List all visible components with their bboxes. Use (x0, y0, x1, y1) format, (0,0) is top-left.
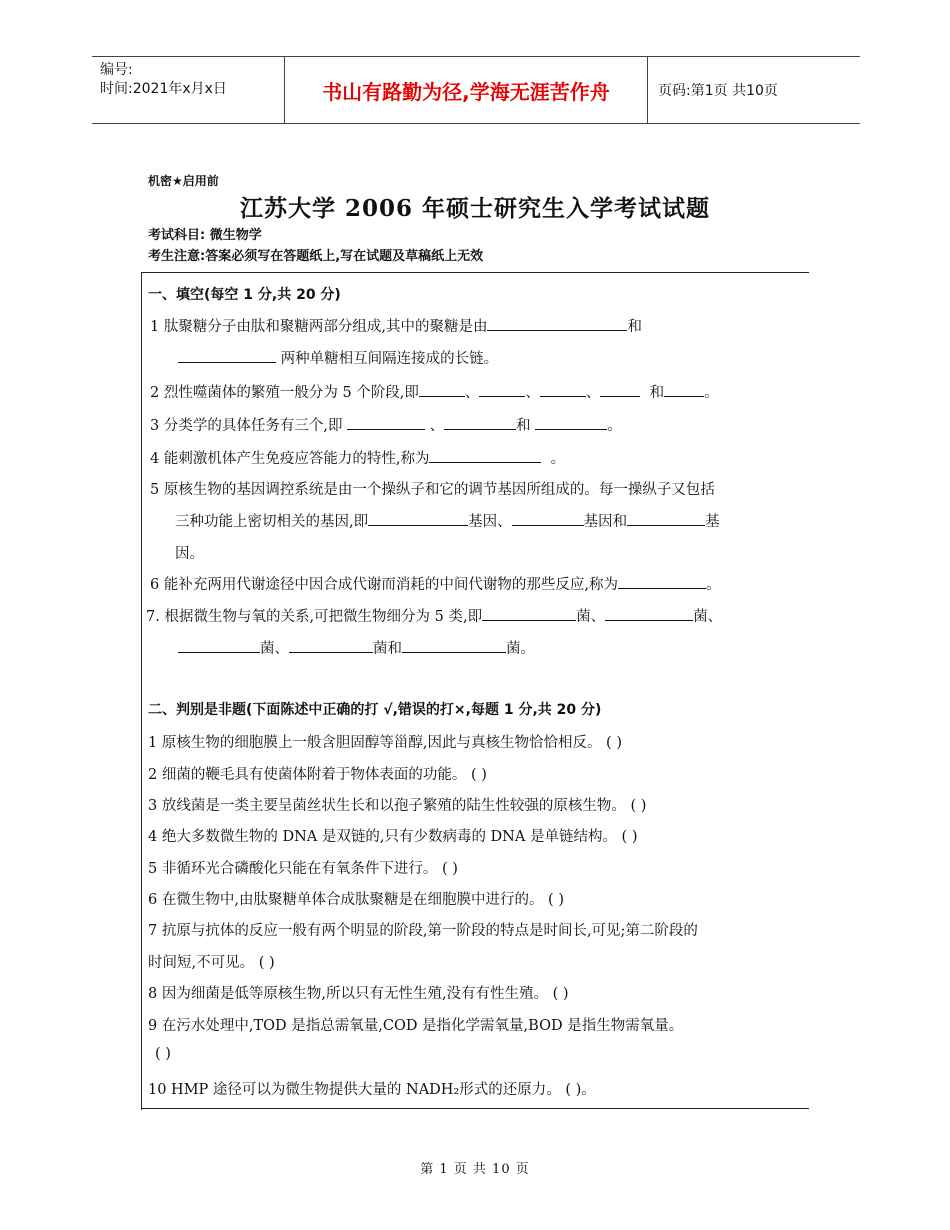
question-5-line1: 5 原核生物的基因调控系统是由一个操纵子和它的调节基因所组成的。每一操纵子又包括 (150, 482, 715, 498)
frame-top-border (141, 272, 809, 273)
header-page-info: 页码:第1页 共10页 (658, 83, 778, 99)
judgment-item-9-line2: ( ) (155, 1046, 171, 1062)
judgment-item-1: 1 原核生物的细胞膜上一般含胆固醇等甾醇,因此与真核生物恰恰相反。 ( ) (148, 735, 622, 751)
judgment-item-4: 4 绝大多数微生物的 DNA 是双链的,只有少数病毒的 DNA 是单链结构。 ( ) (148, 829, 638, 845)
answer-blank[interactable] (627, 511, 705, 526)
judgment-item-9-line1: 9 在污水处理中,TOD 是指总需氧量,COD 是指化学需氧量,BOD 是指生物需氧量。 (148, 1018, 684, 1034)
judgment-item-6: 6 在微生物中,由肽聚糖单体合成肽聚糖是在细胞膜中进行的。 ( ) (148, 892, 564, 908)
question-4: 4 能刺激机体产生免疫应答能力的特性,称为 。 (150, 447, 565, 468)
answer-blank[interactable] (419, 382, 465, 397)
answer-blank[interactable] (618, 574, 706, 589)
answer-blank[interactable] (664, 382, 704, 397)
answer-blank[interactable] (178, 348, 276, 363)
question-1-line1: 1 肽聚糖分子由肽和聚糖两部分组成,其中的聚糖是由 和 (150, 315, 642, 336)
judgment-item-3: 3 放线菌是一类主要呈菌丝状生长和以孢子繁殖的陆生性较强的原核生物。 ( ) (148, 798, 647, 814)
answer-blank[interactable] (512, 511, 584, 526)
question-6: 6 能补充两用代谢途径中因合成代谢而消耗的中间代谢物的那些反应,称为 。 (150, 573, 720, 594)
judgment-item-5: 5 非循环光合磷酸化只能在有氧条件下进行。 ( ) (148, 861, 458, 877)
header-motto: 书山有路勤为径,学海无涯苦作舟 (285, 57, 648, 123)
confidential-label: 机密★启用前 (148, 174, 219, 188)
answer-blank[interactable] (600, 382, 640, 397)
answer-blank[interactable] (289, 638, 373, 653)
answer-blank[interactable] (347, 415, 425, 430)
question-3: 3 分类学的具体任务有三个,即 、 和 。 (150, 414, 622, 435)
answer-blank[interactable] (535, 415, 607, 430)
time-label: 时间:2021年x月x日 (100, 81, 227, 97)
judgment-item-8: 8 因为细菌是低等原核生物,所以只有无性生殖,没有有性生殖。 ( ) (148, 986, 569, 1002)
answer-blank[interactable] (368, 511, 468, 526)
frame-bottom-border (141, 1108, 809, 1109)
exam-notice: 考生注意:答案必须写在答题纸上,写在试题及草稿纸上无效 (148, 249, 484, 264)
answer-blank[interactable] (487, 316, 627, 331)
judgment-item-2: 2 细菌的鞭毛具有使菌体附着于物体表面的功能。 ( ) (148, 767, 487, 783)
answer-blank[interactable] (605, 606, 693, 621)
answer-blank[interactable] (402, 638, 506, 653)
code-label: 编号: (100, 62, 133, 78)
answer-blank[interactable] (178, 638, 260, 653)
question-1-line2: 两种单糖相互间隔连接成的长链。 (178, 347, 498, 368)
judgment-item-10: 10 HMP 途径可以为微生物提供大量的 NADH₂形式的还原力。 ( )。 (148, 1082, 596, 1098)
section1-heading: 一、填空(每空 1 分,共 20 分) (148, 287, 341, 303)
section2-heading: 二、判别是非题(下面陈述中正确的打 √,错误的打×,每题 1 分,共 20 分) (148, 702, 602, 718)
frame-left-border (141, 272, 142, 1110)
page-footer: 第 1 页 共 10 页 (420, 1162, 530, 1177)
answer-blank[interactable] (444, 415, 516, 430)
judgment-item-7-line1: 7 抗原与抗体的反应一般有两个明显的阶段,第一阶段的特点是时间长,可见;第二阶段的 (148, 923, 698, 939)
document-header (92, 56, 860, 124)
answer-blank[interactable] (479, 382, 525, 397)
question-5-line2: 三种功能上密切相关的基因,即 基因、 基因和 基 (175, 510, 720, 531)
answer-blank[interactable] (429, 448, 541, 463)
judgment-item-7-line2: 时间短,不可见。 ( ) (148, 955, 275, 971)
answer-blank[interactable] (482, 606, 576, 621)
exam-subject: 考试科目: 微生物学 (148, 228, 262, 243)
question-5-line3: 因。 (175, 546, 204, 562)
exam-title: 江苏大学 2006 年硕士研究生入学考试试题 (239, 195, 711, 222)
question-7-line1: 7. 根据微生物与氧的关系,可把微生物细分为 5 类,即 菌、 菌、 (146, 605, 722, 626)
question-2: 2 烈性噬菌体的繁殖一般分为 5 个阶段,即 、 、 、 和 。 (150, 381, 719, 402)
header-meta (92, 57, 285, 123)
question-7-line2: 菌、 菌和 菌。 (178, 637, 535, 658)
answer-blank[interactable] (540, 382, 586, 397)
